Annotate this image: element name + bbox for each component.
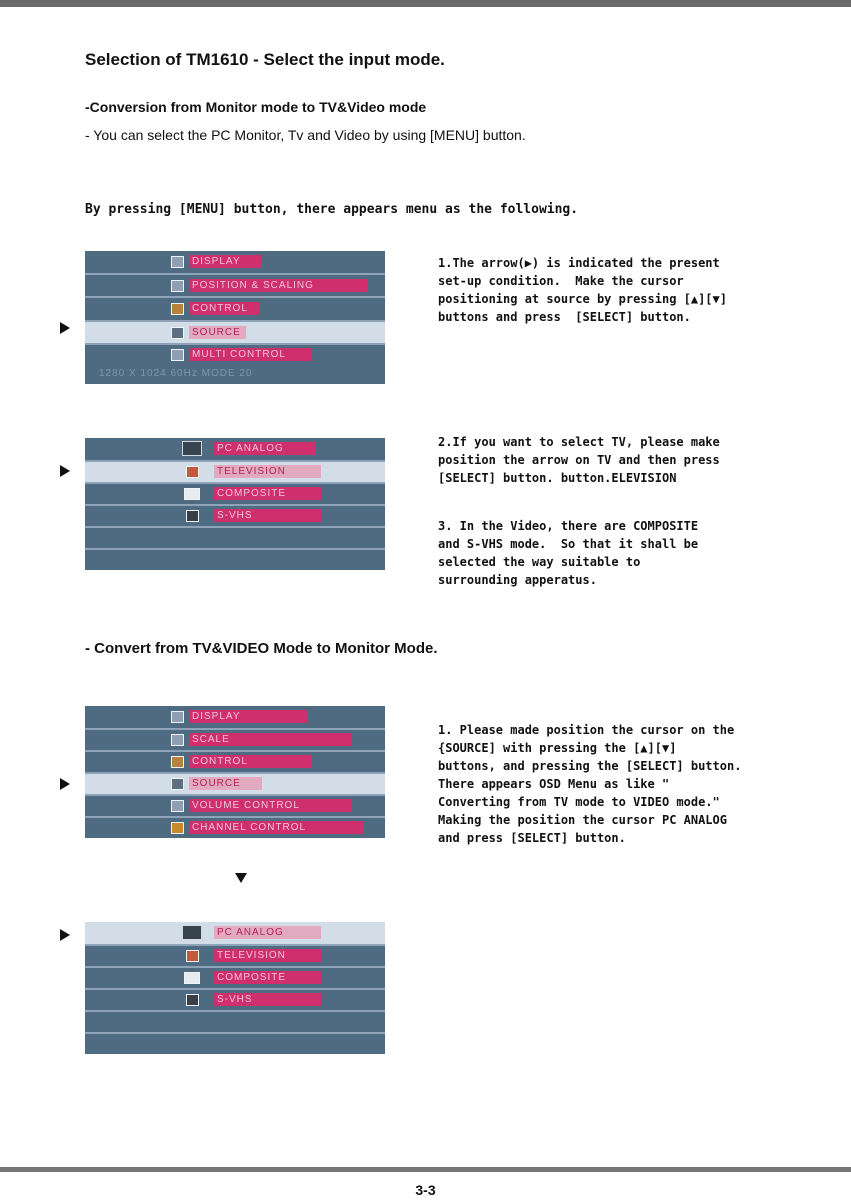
osd-menu-source-pc [85, 922, 385, 1054]
menu-label: DISPLAY [189, 710, 307, 723]
section-subtitle: -Conversion from Monitor mode to TV&Video mode [85, 99, 427, 115]
television-icon [186, 466, 199, 478]
step-2-description: 2.If you want to select TV, please make position the arrow on TV and then press [SELECT] button. button.ELEVISION [438, 435, 720, 485]
step-3-description: 3. In the Video, there are COMPOSITE and S-VHS mode. So that it shall be selected the way suitable to surrounding apperatus. [438, 519, 699, 587]
section-2-title: - Convert from TV&VIDEO Mode to Monitor Mode. [85, 640, 438, 657]
menu-row-empty [85, 548, 385, 570]
menu-row-source[interactable] [85, 320, 385, 343]
menu-row-composite[interactable] [85, 966, 385, 988]
menu-row-composite[interactable] [85, 482, 385, 504]
page-title: Selection of TM1610 - Select the input mode. [85, 50, 445, 69]
source-icon [171, 778, 184, 790]
intro-text: - You can select the PC Monitor, Tv and Video by using [MENU] button. [85, 127, 526, 143]
channel-icon [171, 822, 184, 834]
step-1b-description: 1. Please made position the cursor on the {SOURCE] with pressing the [▲][▼] buttons, and pressing the [SELECT] button. There appears OSD Menu as like " Converting from TV mode to VIDEO mode." Making the position the cursor PC ANALOG and press [SELECT] button. [438, 723, 742, 845]
page-number: 3-3 [415, 1182, 436, 1198]
s-vhs-icon [186, 994, 199, 1006]
menu-row-empty [85, 1032, 385, 1054]
menu-label: COMPOSITE [214, 487, 321, 500]
selection-arrow-icon [60, 322, 70, 334]
pressing-text: By pressing [MENU] button, there appears menu as the following. [85, 202, 579, 217]
menu-label: S-VHS [214, 993, 321, 1006]
control-icon [171, 303, 184, 315]
menu-label: VOLUME CONTROL [189, 799, 352, 812]
menu-label: SOURCE [189, 326, 246, 339]
scale-icon [171, 734, 184, 746]
menu-label: CONTROL [189, 302, 260, 315]
menu-row-source[interactable] [85, 772, 385, 794]
osd-menu-tv-main [85, 706, 385, 838]
s-vhs-icon [186, 510, 199, 522]
display-icon [171, 256, 184, 268]
menu-row-control[interactable] [85, 750, 385, 772]
menu-label: CONTROL [189, 755, 312, 768]
source-icon [171, 327, 184, 339]
menu-label: TELEVISION [214, 465, 321, 478]
menu-row-multi-control[interactable] [85, 343, 385, 365]
menu-label: TELEVISION [214, 949, 321, 962]
resolution-status: 1280 X 1024 60Hz MODE 20 [99, 368, 253, 379]
monitor-icon [182, 441, 202, 456]
menu-row-pc-analog[interactable] [85, 438, 385, 460]
composite-icon [184, 488, 200, 500]
bottom-border [0, 1167, 851, 1172]
down-arrow-icon [235, 873, 247, 883]
menu-row-s-vhs[interactable] [85, 504, 385, 526]
osd-menu-main [85, 251, 385, 384]
menu-label: SOURCE [189, 777, 262, 790]
menu-label: CHANNEL CONTROL [189, 821, 364, 834]
menu-label: DISPLAY [189, 255, 262, 268]
menu-row-television[interactable] [85, 460, 385, 482]
menu-row-position-scaling[interactable] [85, 273, 385, 296]
display-icon [171, 711, 184, 723]
menu-row-display[interactable] [85, 706, 385, 728]
top-border [0, 0, 851, 7]
menu-row-empty [85, 526, 385, 548]
menu-label: PC ANALOG [214, 442, 315, 455]
selection-arrow-icon [60, 465, 70, 477]
selection-arrow-icon [60, 929, 70, 941]
menu-label: COMPOSITE [214, 971, 321, 984]
position-icon [171, 280, 184, 292]
menu-row-s-vhs[interactable] [85, 988, 385, 1010]
osd-menu-source-select [85, 438, 385, 570]
television-icon [186, 950, 199, 962]
selection-arrow-icon [60, 778, 70, 790]
volume-icon [171, 800, 184, 812]
menu-label: S-VHS [214, 509, 321, 522]
menu-row-scale[interactable] [85, 728, 385, 750]
menu-row-channel-control[interactable] [85, 816, 385, 838]
menu-row-television[interactable] [85, 944, 385, 966]
menu-label: PC ANALOG [214, 926, 321, 939]
multi-control-icon [171, 349, 184, 361]
menu-label: SCALE [189, 733, 352, 746]
step-1-description: 1.The arrow(▶) is indicated the present set-up condition. Make the cursor positioning at source by pressing [▲][▼] buttons and press [SELECT] button. [438, 256, 727, 324]
monitor-icon [182, 925, 202, 940]
menu-label: POSITION & SCALING [189, 279, 367, 292]
menu-row-volume-control[interactable] [85, 794, 385, 816]
menu-row-control[interactable] [85, 296, 385, 320]
menu-label: MULTI CONTROL [189, 348, 312, 361]
menu-row-display[interactable] [85, 251, 385, 273]
composite-icon [184, 972, 200, 984]
menu-row-empty [85, 1010, 385, 1032]
control-icon [171, 756, 184, 768]
menu-row-pc-analog[interactable] [85, 922, 385, 944]
